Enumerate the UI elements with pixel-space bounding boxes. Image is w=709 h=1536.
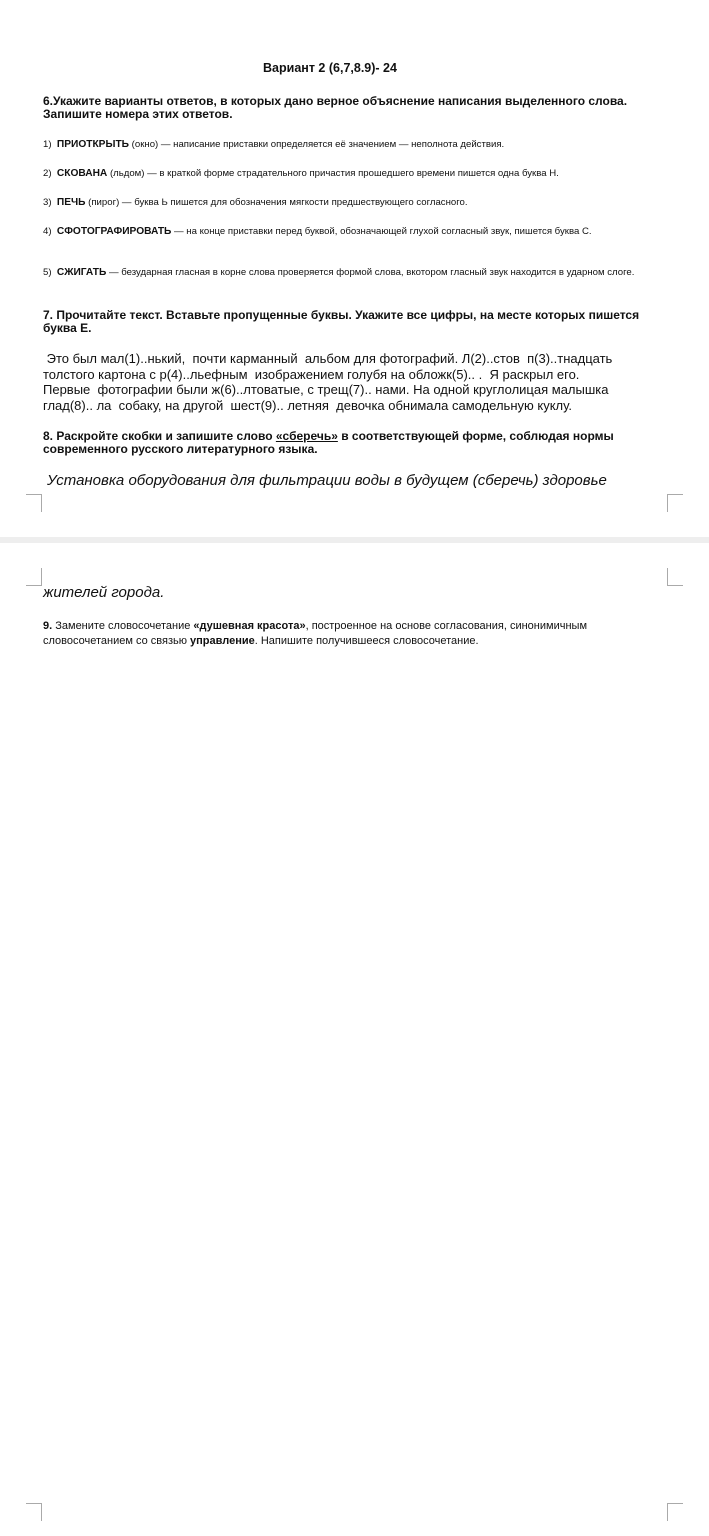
option-word: ПЕЧЬ	[56, 197, 86, 208]
task6-option-3	[43, 197, 668, 208]
page-corner-mark	[667, 494, 683, 512]
option-word: СКОВАНА	[56, 168, 108, 179]
document-page-1	[0, 0, 709, 537]
task6-prompt-line1: 6.Укажите варианты ответов, в которых дано верное объяснение написания выделенного слова.	[43, 94, 628, 108]
option-number: 3)	[43, 197, 52, 208]
task9-line1	[43, 619, 673, 634]
task8-prompt-line2: современного русского литературного языка.	[43, 442, 318, 456]
page-corner-mark	[667, 568, 683, 586]
option-text: — безударная гласная в корне слова проверяется формой слова, вкотором гласный звук находится в ударном слоге.	[106, 267, 635, 278]
option-context: (льдом)	[107, 168, 145, 179]
task7-prompt-line1: 7. Прочитайте текст. Вставьте пропущенные буквы. Укажите все цифры, на месте которых пишется	[43, 308, 640, 322]
task6-option-4	[43, 226, 668, 237]
option-context: (пирог)	[85, 197, 120, 208]
option-word: СЖИГАТЬ	[56, 267, 107, 278]
task9-line2	[43, 634, 673, 649]
option-word: СФОТОГРАФИРОВАТЬ	[56, 226, 172, 237]
task9-number: 9.	[43, 620, 53, 632]
task6-option-1	[43, 139, 668, 150]
option-text: — в краткой форме страдательного причастия прошедшего времени пишется одна буква Н.	[144, 168, 559, 179]
option-text: — написание приставки определяется её значением — неполнота действия.	[158, 139, 505, 150]
task8-prompt-text: 8. Раскройте скобки и запишите слово	[43, 429, 276, 443]
option-number: 1)	[43, 139, 52, 150]
option-number: 5)	[43, 267, 52, 278]
task9-phrase: «душевная красота»	[193, 620, 306, 632]
task8-target-word: «сберечь»	[275, 429, 338, 443]
task8-sentence-part1: Установка оборудования для фильтрации воды в будущем (сберечь) здоровье	[47, 472, 607, 489]
task7-passage	[43, 351, 673, 413]
option-context: (окно)	[129, 139, 159, 150]
document-page-2	[0, 543, 709, 1536]
passage-line: толстого картона с р(4)..льефным изображением голубя на обложк(5).. . Я раскрыл его.	[43, 366, 580, 382]
task6-prompt	[43, 95, 663, 121]
document-title: Вариант 2 (6,7,8.9)- 24	[263, 61, 397, 75]
task9-text: , построенное на основе согласования, синонимичным	[305, 620, 588, 632]
task9-link-type: управление	[190, 634, 255, 647]
page-corner-mark	[667, 1503, 683, 1521]
page-corner-mark	[26, 1503, 42, 1521]
task6-prompt-line2: Запишите номера этих ответов.	[43, 107, 233, 121]
task9-text: . Напишите получившееся словосочетание.	[254, 634, 479, 647]
option-text: — на конце приставки перед буквой, обозначающей глухой согласный звук, пишется буква С.	[171, 226, 592, 237]
option-text: — буква Ь пишется для обозначения мягкости предшествующего согласного.	[119, 197, 468, 208]
task9-text: словосочетанием со связью	[43, 634, 191, 647]
task9-prompt	[43, 619, 673, 648]
task6-option-5	[43, 267, 668, 278]
page-corner-mark	[26, 494, 42, 512]
task6-option-2	[43, 168, 668, 179]
option-number: 2)	[43, 168, 52, 179]
passage-line: Это был мал(1)..нький, почти карманный альбом для фотографий. Л(2)..стов п(3)..тнадцать	[43, 351, 613, 366]
passage-line: глад(8).. ла собаку, на другой шест(9).. летняя девочка обнимала самодельную куклу.	[43, 397, 572, 413]
page-corner-mark	[26, 568, 42, 586]
option-number: 4)	[43, 226, 52, 237]
task7-prompt-line2: буква Е.	[43, 321, 92, 335]
option-word: ПРИОТКРЫТЬ	[56, 139, 129, 150]
task8-sentence-part2: жителей города.	[43, 584, 165, 601]
passage-line: Первые фотографии были ж(6)..лтоватые, с трещ(7).. нами. На одной круглолицая малышка	[43, 382, 609, 397]
task7-prompt	[43, 309, 663, 335]
task8-prompt-text: в соответствующей форме, соблюдая нормы	[337, 429, 614, 443]
task9-text: Замените словосочетание	[52, 620, 194, 632]
task8-prompt	[43, 430, 663, 456]
